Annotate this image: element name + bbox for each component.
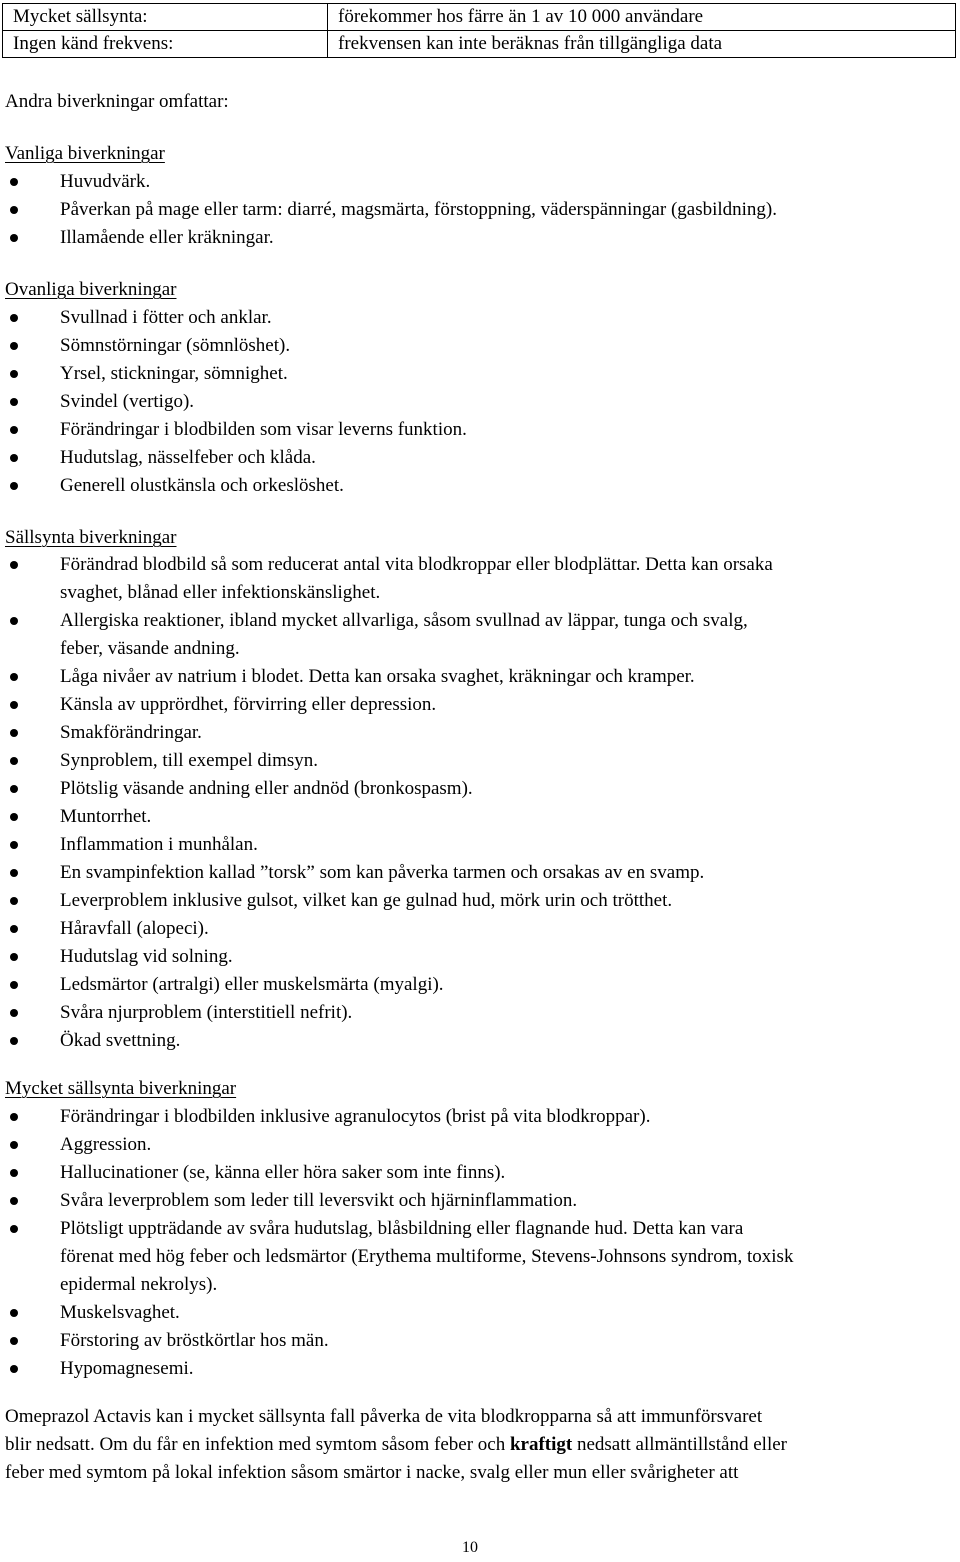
list-item-text: förenat med hög feber och ledsmärtor (Erythema multiforme, Stevens-Johnsons syndrom, toxisk: [60, 1246, 794, 1267]
list-item: [0, 663, 940, 691]
closing-line: feber med symtom på lokal infektion såsom smärtor i nacke, svalg eller mun eller svårigheter att: [5, 1462, 739, 1483]
list-item-text: Hypomagnesemi.: [60, 1358, 194, 1379]
list-item: [0, 887, 940, 915]
bullet-icon: [10, 234, 18, 242]
list-item: [0, 444, 940, 472]
bullet-icon: [10, 1009, 18, 1017]
list-common: [0, 168, 940, 252]
list-item: [0, 1215, 940, 1299]
list-item: [0, 607, 940, 663]
list-item-text: Svåra njurproblem (interstitiell nefrit).: [60, 1002, 353, 1023]
list-item-text: Smakförändringar.: [60, 722, 202, 743]
list-item-text: Svindel (vertigo).: [60, 391, 195, 412]
page-number: 10: [462, 1539, 478, 1556]
intro-text: Andra biverkningar omfattar:: [5, 91, 229, 112]
bullet-icon: [10, 314, 18, 322]
bullet-icon: [10, 342, 18, 350]
list-item: [0, 1103, 940, 1131]
bullet-icon: [10, 206, 18, 214]
list-item-text: Plötsligt uppträdande av svåra hudutslag, blåsbildning eller flagnande hud. Detta kan vara: [60, 1218, 744, 1239]
list-item: [0, 1131, 940, 1159]
list-item: [0, 1027, 940, 1055]
list-item: [0, 971, 940, 999]
closing-paragraph: [5, 1403, 955, 1487]
list-item: [0, 168, 940, 196]
list-uncommon: [0, 304, 940, 500]
frequency-table: [2, 3, 956, 58]
list-item-text: Allergiska reaktioner, ibland mycket allvarliga, såsom svullnad av läppar, tunga och svalg,: [60, 610, 748, 631]
list-item: [0, 691, 940, 719]
section-heading-very-rare: Mycket sällsynta biverkningar: [5, 1078, 237, 1099]
list-item: [0, 388, 940, 416]
list-item: [0, 196, 940, 224]
bullet-icon: [10, 426, 18, 434]
bullet-icon: [10, 617, 18, 625]
list-item-text: Inflammation i munhålan.: [60, 834, 258, 855]
list-item-text: Förändringar i blodbilden inklusive agranulocytos (brist på vita blodkroppar).: [60, 1106, 651, 1127]
list-item-text: Muntorrhet.: [60, 806, 152, 827]
list-item: [0, 551, 940, 607]
bullet-icon: [10, 1037, 18, 1045]
list-item: [0, 831, 940, 859]
list-item-text: Yrsel, stickningar, sömnighet.: [60, 363, 288, 384]
list-item-text: Hudutslag vid solning.: [60, 946, 233, 967]
list-item-text: Förändringar i blodbilden som visar leverns funktion.: [60, 419, 467, 440]
section-heading-uncommon: Ovanliga biverkningar: [5, 279, 177, 300]
list-very-rare: [0, 1103, 940, 1383]
bullet-icon: [10, 1365, 18, 1373]
list-item: [0, 1355, 940, 1383]
list-item-text: Känsla av upprördhet, förvirring eller depression.: [60, 694, 437, 715]
list-item-text: Aggression.: [60, 1134, 152, 1155]
list-item-text: Hallucinationer (se, känna eller höra saker som inte finns).: [60, 1162, 506, 1183]
bullet-icon: [10, 813, 18, 821]
bullet-icon: [10, 897, 18, 905]
frequency-label: Ingen känd frekvens:: [3, 31, 328, 58]
bullet-icon: [10, 1337, 18, 1345]
frequency-value: frekvensen kan inte beräknas från tillgängliga data: [328, 31, 956, 58]
list-item-text: svaghet, blånad eller infektionskänslighet.: [60, 582, 381, 603]
list-item: [0, 915, 940, 943]
frequency-label: Mycket sällsynta:: [3, 4, 328, 31]
list-item-text: Huvudvärk.: [60, 171, 151, 192]
bullet-icon: [10, 757, 18, 765]
bullet-icon: [10, 1113, 18, 1121]
list-item-text: Leverproblem inklusive gulsot, vilket kan ge gulnad hud, mörk urin och trötthet.: [60, 890, 673, 911]
list-item-text: Sömnstörningar (sömnlöshet).: [60, 335, 291, 356]
bullet-icon: [10, 1169, 18, 1177]
list-item-text: Förändrad blodbild så som reducerat antal vita blodkroppar eller blodplättar. Detta kan orsaka: [60, 554, 773, 575]
list-item: [0, 803, 940, 831]
bullet-icon: [10, 1225, 18, 1233]
bullet-icon: [10, 482, 18, 490]
list-item: [0, 472, 940, 500]
list-item: [0, 1159, 940, 1187]
list-item-text: Illamående eller kräkningar.: [60, 227, 274, 248]
bullet-icon: [10, 454, 18, 462]
list-item: [0, 1187, 940, 1215]
bullet-icon: [10, 1197, 18, 1205]
table-row: [3, 31, 956, 58]
list-item: [0, 332, 940, 360]
list-item-text: Svåra leverproblem som leder till leversvikt och hjärninflammation.: [60, 1190, 578, 1211]
section-heading-rare: Sällsynta biverkningar: [5, 527, 177, 548]
list-item-text: Påverkan på mage eller tarm: diarré, magsmärta, förstoppning, väderspänningar (gasbildning).: [60, 199, 778, 220]
list-item-text: Ökad svettning.: [60, 1030, 181, 1051]
list-item: [0, 304, 940, 332]
bullet-icon: [10, 701, 18, 709]
bullet-icon: [10, 673, 18, 681]
bullet-icon: [10, 1141, 18, 1149]
list-item-text: Håravfall (alopeci).: [60, 918, 209, 939]
list-item: [0, 224, 940, 252]
bullet-icon: [10, 953, 18, 961]
bullet-icon: [10, 869, 18, 877]
list-item-text: epidermal nekrolys).: [60, 1274, 218, 1295]
list-item-text: Hudutslag, nässelfeber och klåda.: [60, 447, 316, 468]
bullet-icon: [10, 398, 18, 406]
list-item: [0, 1299, 940, 1327]
bullet-icon: [10, 785, 18, 793]
closing-line: [5, 1431, 955, 1459]
bullet-icon: [10, 729, 18, 737]
bullet-icon: [10, 981, 18, 989]
bullet-icon: [10, 1309, 18, 1317]
bullet-icon: [10, 925, 18, 933]
list-item-text: Generell olustkänsla och orkeslöshet.: [60, 475, 344, 496]
closing-text: nedsatt allmäntillstånd eller: [572, 1434, 787, 1455]
closing-bold-text: kraftigt: [509, 1434, 573, 1455]
frequency-value: förekommer hos färre än 1 av 10 000 användare: [328, 4, 956, 31]
list-item-text: Plötslig väsande andning eller andnöd (bronkospasm).: [60, 778, 473, 799]
bullet-icon: [10, 561, 18, 569]
list-item-text: Muskelsvaghet.: [60, 1302, 180, 1323]
list-item-text: Låga nivåer av natrium i blodet. Detta kan orsaka svaghet, kräkningar och kramper.: [60, 666, 695, 687]
list-item-text: Förstoring av bröstkörtlar hos män.: [60, 1330, 329, 1351]
list-item: [0, 775, 940, 803]
list-item: [0, 719, 940, 747]
list-item-text: En svampinfektion kallad ”torsk” som kan påverka tarmen och orsakas av en svamp.: [60, 862, 705, 883]
section-heading-common: Vanliga biverkningar: [5, 143, 165, 164]
list-item: [0, 859, 940, 887]
list-rare: [0, 551, 940, 1055]
list-item: [0, 747, 940, 775]
closing-line: Omeprazol Actavis kan i mycket sällsynta fall påverka de vita blodkropparna så att immunförsvaret: [5, 1406, 763, 1427]
list-item: [0, 360, 940, 388]
bullet-icon: [10, 841, 18, 849]
list-item: [0, 999, 940, 1027]
list-item: [0, 416, 940, 444]
list-item: [0, 1327, 940, 1355]
list-item-text: Svullnad i fötter och anklar.: [60, 307, 272, 328]
table-row: [3, 4, 956, 31]
list-item: [0, 943, 940, 971]
bullet-icon: [10, 370, 18, 378]
list-item-text: feber, väsande andning.: [60, 638, 240, 659]
closing-text: blir nedsatt. Om du får en infektion med symtom såsom feber och: [5, 1434, 510, 1455]
list-item-text: Synproblem, till exempel dimsyn.: [60, 750, 319, 771]
bullet-icon: [10, 178, 18, 186]
list-item-text: Ledsmärtor (artralgi) eller muskelsmärta (myalgi).: [60, 974, 444, 995]
